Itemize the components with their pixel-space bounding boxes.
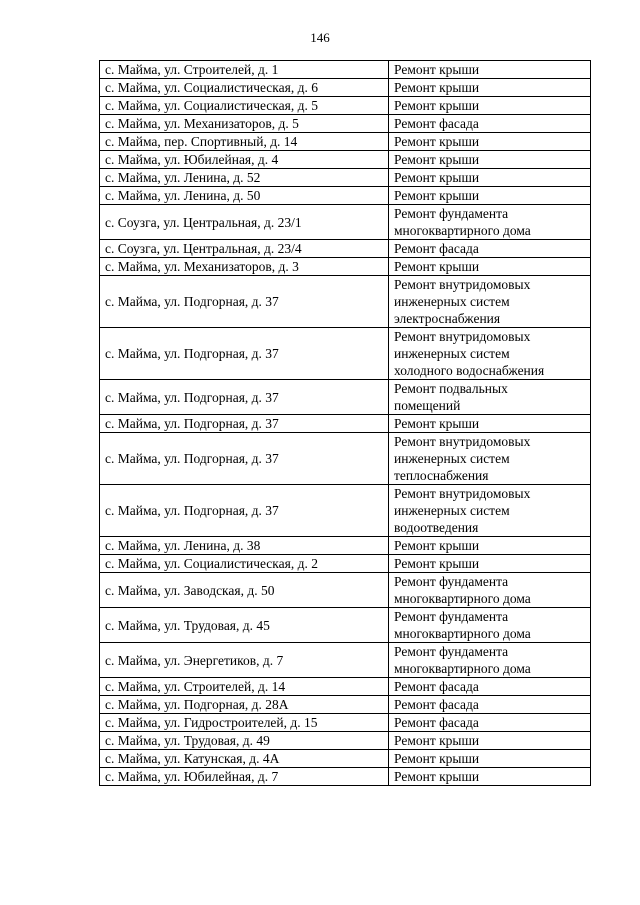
work-type-cell: [389, 415, 591, 433]
work-type-cell: [389, 205, 591, 240]
work-type-text: Ремонт крыши: [394, 170, 480, 185]
table-row: [100, 97, 591, 115]
work-type-text: Ремонт крыши: [394, 416, 480, 431]
table-row: [100, 415, 591, 433]
work-type-text: Ремонт фасада: [394, 241, 479, 256]
address-cell: с. Майма, ул. Подгорная, д. 37: [100, 276, 389, 328]
work-type-text: Ремонт крыши: [394, 538, 480, 553]
table-row: [100, 79, 591, 97]
table-row: [100, 258, 591, 276]
address-cell: с. Майма, ул. Социалистическая, д. 6: [100, 79, 389, 97]
address-cell: с. Майма, ул. Катунская, д. 4А: [100, 750, 389, 768]
table-row: [100, 61, 591, 79]
table-row: [100, 714, 591, 732]
work-type-text: Ремонт крыши: [394, 751, 480, 766]
table-row: [100, 573, 591, 608]
address-cell: с. Майма, ул. Механизаторов, д. 5: [100, 115, 389, 133]
work-type-text: Ремонт крыши: [394, 769, 480, 784]
work-type-cell: [389, 750, 591, 768]
table-row: [100, 485, 591, 537]
table-row: [100, 537, 591, 555]
address-cell: с. Майма, ул. Подгорная, д. 37: [100, 328, 389, 380]
address-cell: с. Майма, ул. Подгорная, д. 37: [100, 433, 389, 485]
work-type-text: Ремонт фасада: [394, 679, 479, 694]
work-type-cell: [389, 187, 591, 205]
work-type-cell: [389, 79, 591, 97]
work-type-text: Ремонт фундамента многоквартирного дома: [394, 206, 531, 238]
address-cell: с. Майма, ул. Механизаторов, д. 3: [100, 258, 389, 276]
address-cell: с. Майма, ул. Трудовая, д. 45: [100, 608, 389, 643]
work-type-cell: [389, 696, 591, 714]
address-cell: с. Майма, ул. Подгорная, д. 37: [100, 485, 389, 537]
table-row: [100, 187, 591, 205]
work-type-cell: [389, 678, 591, 696]
table-row: [100, 240, 591, 258]
work-type-text: Ремонт крыши: [394, 152, 480, 167]
work-type-cell: [389, 258, 591, 276]
address-cell: с. Майма, ул. Подгорная, д. 37: [100, 380, 389, 415]
table-row: [100, 768, 591, 786]
work-type-cell: [389, 328, 591, 380]
address-cell: с. Майма, ул. Социалистическая, д. 5: [100, 97, 389, 115]
table-row: [100, 608, 591, 643]
work-type-cell: [389, 380, 591, 415]
work-type-text: Ремонт крыши: [394, 188, 480, 203]
table-row: [100, 643, 591, 678]
work-type-cell: [389, 151, 591, 169]
work-type-cell: [389, 115, 591, 133]
address-cell: с. Майма, ул. Ленина, д. 52: [100, 169, 389, 187]
address-cell: с. Майма, ул. Строителей, д. 14: [100, 678, 389, 696]
table-row: [100, 678, 591, 696]
work-type-text: Ремонт крыши: [394, 62, 480, 77]
address-cell: с. Майма, ул. Социалистическая, д. 2: [100, 555, 389, 573]
address-cell: с. Майма, ул. Юбилейная, д. 7: [100, 768, 389, 786]
table-row: [100, 696, 591, 714]
work-type-cell: [389, 537, 591, 555]
table-row: [100, 555, 591, 573]
table-row: [100, 433, 591, 485]
address-cell: с. Майма, ул. Ленина, д. 50: [100, 187, 389, 205]
table-row: [100, 115, 591, 133]
table-row: [100, 133, 591, 151]
work-type-text: Ремонт фасада: [394, 697, 479, 712]
work-type-cell: [389, 732, 591, 750]
address-cell: с. Майма, ул. Подгорная, д. 37: [100, 415, 389, 433]
repair-table-body: [100, 61, 591, 786]
table-row: [100, 732, 591, 750]
work-type-text: Ремонт фасада: [394, 116, 479, 131]
work-type-text: Ремонт фундамента многоквартирного дома: [394, 609, 531, 641]
work-type-cell: [389, 133, 591, 151]
table-row: [100, 205, 591, 240]
table-row: [100, 328, 591, 380]
work-type-text: Ремонт фасада: [394, 715, 479, 730]
table-row: [100, 169, 591, 187]
work-type-cell: [389, 240, 591, 258]
work-type-cell: [389, 97, 591, 115]
work-type-text: Ремонт крыши: [394, 98, 480, 113]
work-type-cell: [389, 276, 591, 328]
work-type-text: Ремонт фундамента многоквартирного дома: [394, 644, 531, 676]
work-type-cell: [389, 768, 591, 786]
work-type-cell: [389, 714, 591, 732]
address-cell: с. Майма, ул. Энергетиков, д. 7: [100, 643, 389, 678]
address-cell: с. Майма, ул. Подгорная, д. 28А: [100, 696, 389, 714]
work-type-text: Ремонт крыши: [394, 259, 480, 274]
work-type-cell: [389, 555, 591, 573]
table-row: [100, 276, 591, 328]
work-type-text: Ремонт внутридомовых инженерных систем теплоснабжения: [394, 434, 531, 483]
work-type-text: Ремонт фундамента многоквартирного дома: [394, 574, 531, 606]
address-cell: с. Соузга, ул. Центральная, д. 23/4: [100, 240, 389, 258]
work-type-text: Ремонт внутридомовых инженерных систем электроснабжения: [394, 277, 531, 326]
work-type-cell: [389, 433, 591, 485]
address-cell: с. Майма, пер. Спортивный, д. 14: [100, 133, 389, 151]
work-type-text: Ремонт крыши: [394, 134, 480, 149]
address-cell: с. Майма, ул. Трудовая, д. 49: [100, 732, 389, 750]
work-type-cell: [389, 61, 591, 79]
address-cell: с. Майма, ул. Гидростроителей, д. 15: [100, 714, 389, 732]
page-number: 146: [310, 30, 330, 45]
work-type-text: Ремонт крыши: [394, 556, 480, 571]
work-type-cell: [389, 608, 591, 643]
address-cell: с. Майма, ул. Юбилейная, д. 4: [100, 151, 389, 169]
work-type-text: Ремонт внутридомовых инженерных систем водоотведения: [394, 486, 531, 535]
repair-table: [99, 60, 591, 786]
work-type-cell: [389, 643, 591, 678]
work-type-text: Ремонт внутридомовых инженерных систем холодного водоснабжения: [394, 329, 545, 378]
work-type-text: Ремонт крыши: [394, 733, 480, 748]
table-row: [100, 151, 591, 169]
work-type-cell: [389, 169, 591, 187]
address-cell: с. Майма, ул. Ленина, д. 38: [100, 537, 389, 555]
address-cell: с. Майма, ул. Заводская, д. 50: [100, 573, 389, 608]
address-cell: с. Соузга, ул. Центральная, д. 23/1: [100, 205, 389, 240]
work-type-text: Ремонт подвальных помещений: [394, 381, 508, 413]
work-type-cell: [389, 573, 591, 608]
table-row: [100, 380, 591, 415]
address-cell: с. Майма, ул. Строителей, д. 1: [100, 61, 389, 79]
work-type-cell: [389, 485, 591, 537]
table-row: [100, 750, 591, 768]
work-type-text: Ремонт крыши: [394, 80, 480, 95]
